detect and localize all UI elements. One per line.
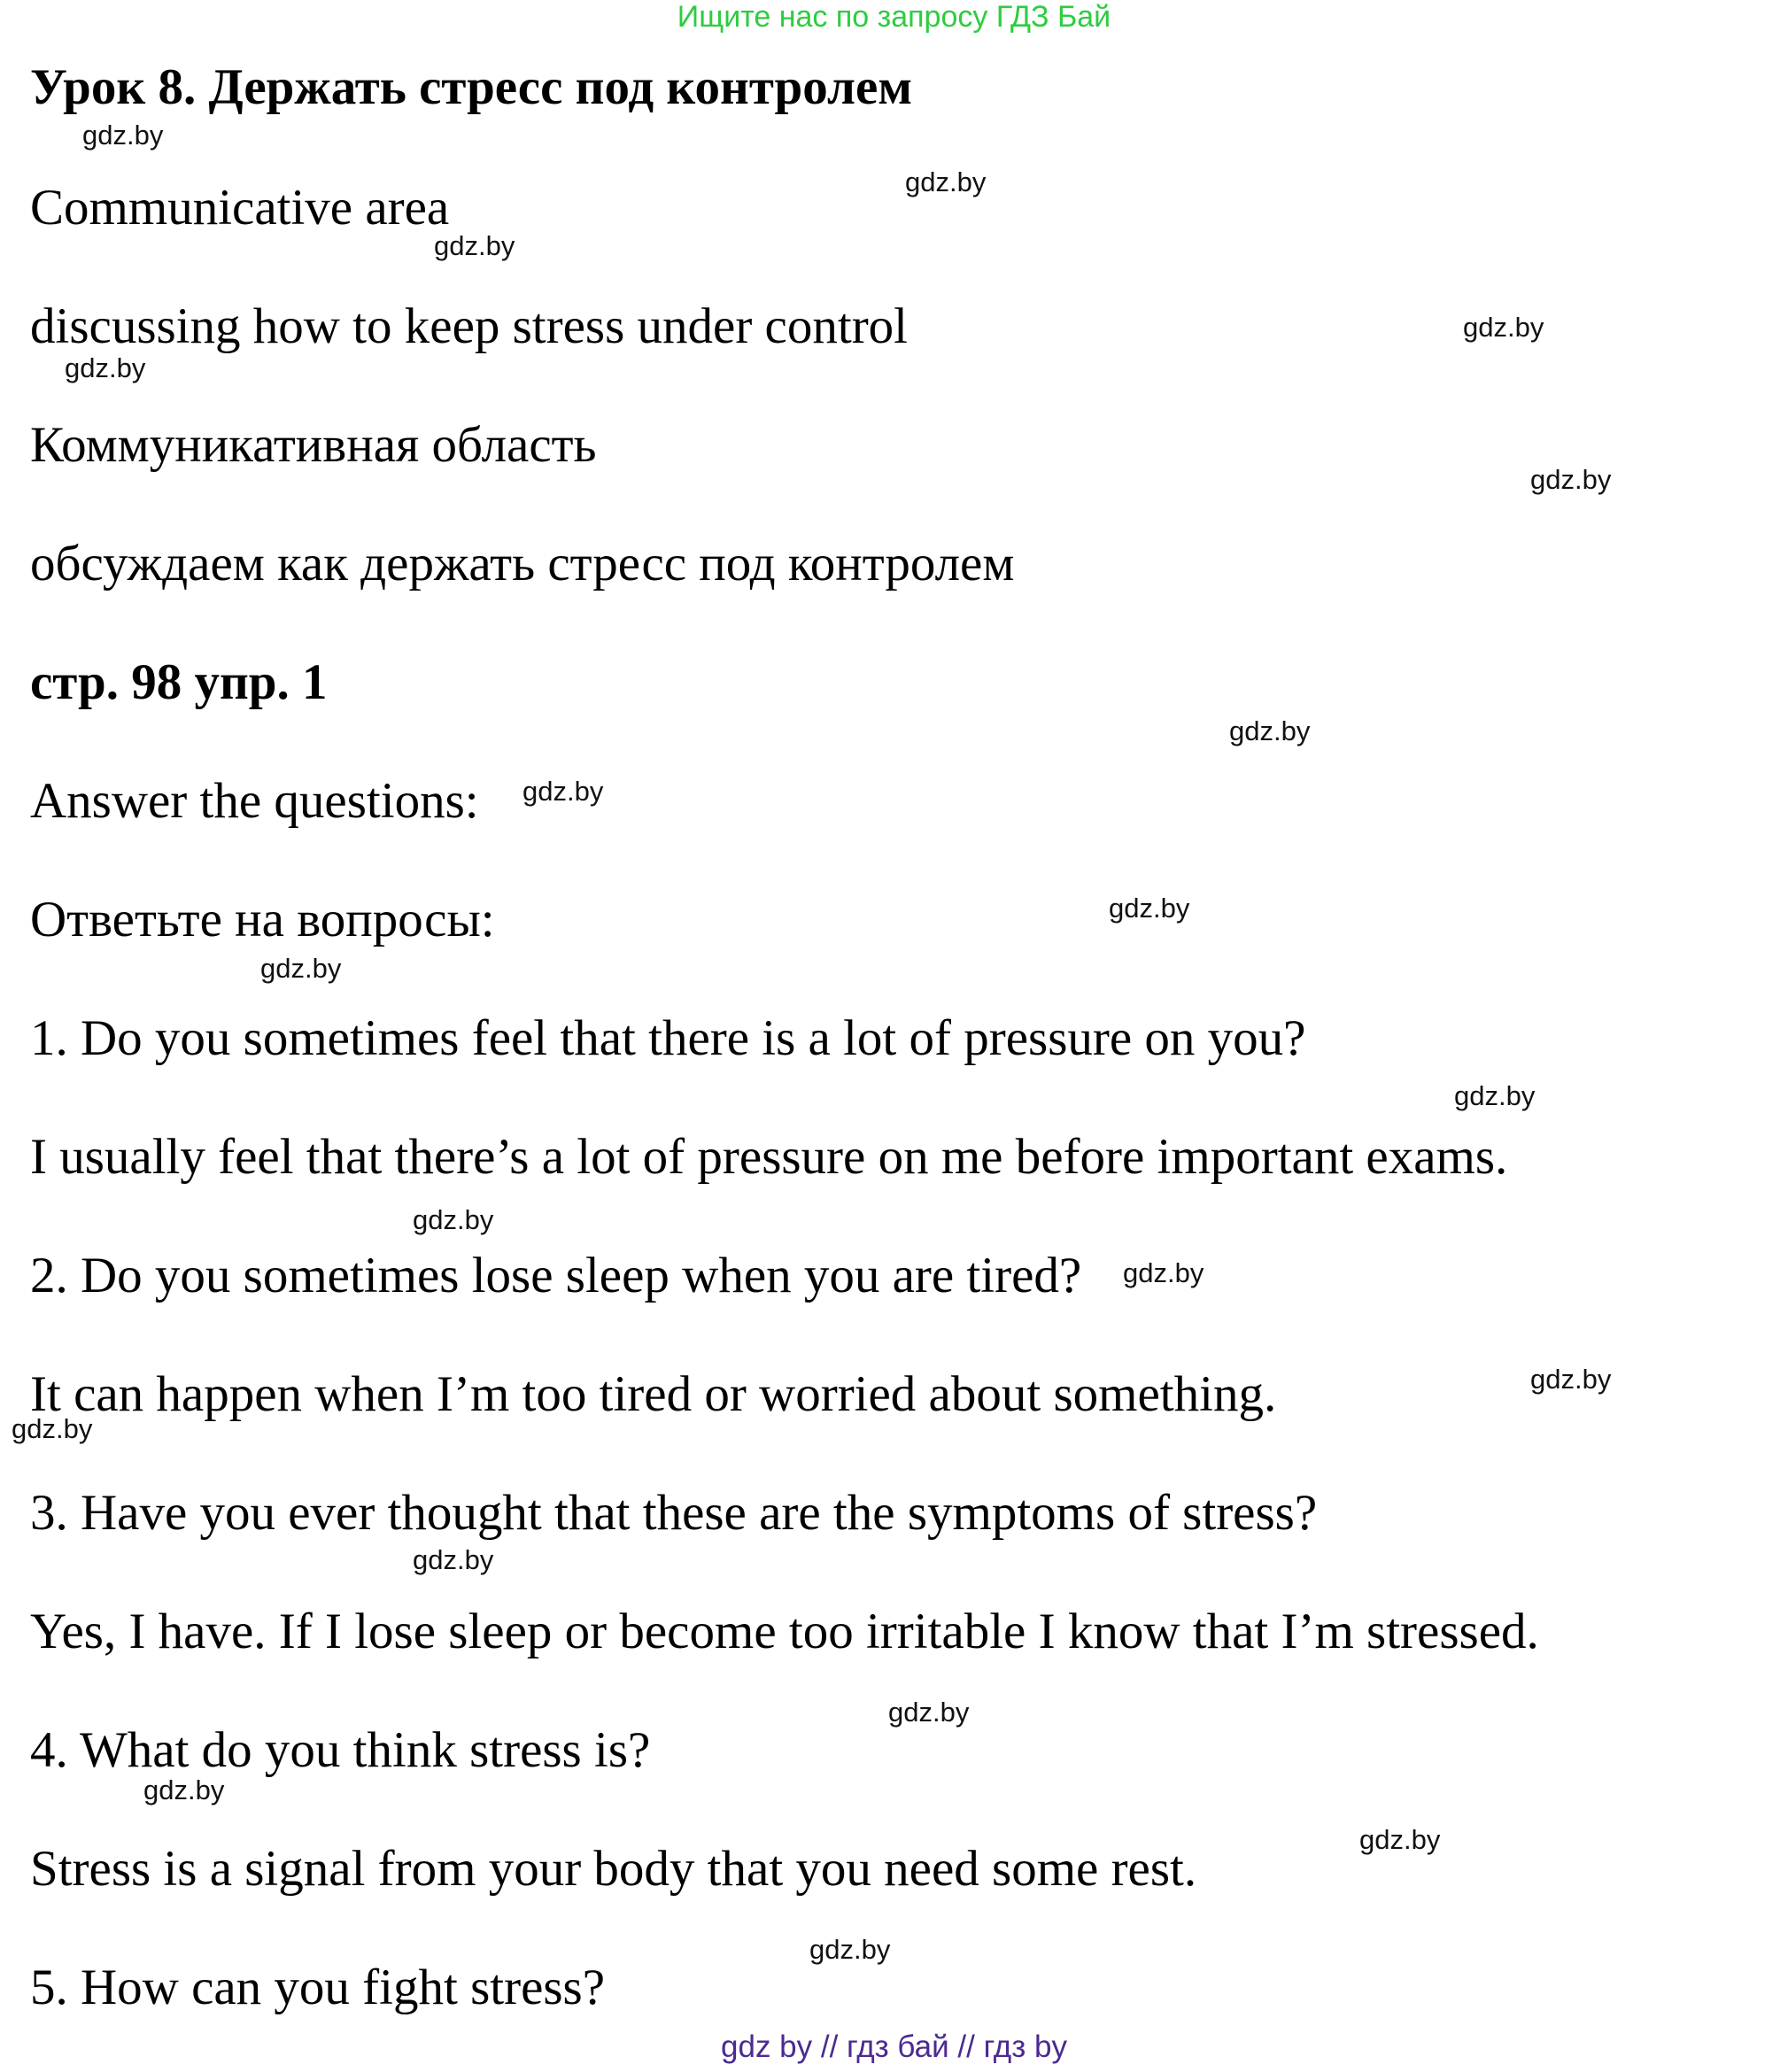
instruction-ru: Ответьте на вопросы:: [30, 892, 495, 947]
footer-links: gdz by // гдз бай // гдз by: [721, 2029, 1067, 2064]
watermark: gdz.by: [809, 1934, 891, 1965]
watermark: gdz.by: [143, 1774, 225, 1805]
question-5: 5. How can you fight stress?: [30, 1960, 606, 2015]
answer-4: Stress is a signal from your body that you need some rest.: [30, 1841, 1197, 1897]
lesson-title: Урок 8. Держать стресс под контролем: [30, 59, 913, 115]
watermark: gdz.by: [1109, 893, 1190, 924]
watermark: gdz.by: [888, 1697, 970, 1728]
watermark: gdz.by: [434, 230, 515, 261]
watermark: gdz.by: [82, 120, 164, 151]
watermark: gdz.by: [65, 352, 146, 383]
exercise-heading: стр. 98 упр. 1: [30, 654, 328, 710]
watermark: gdz.by: [1359, 1824, 1441, 1855]
answer-1: I usually feel that there’s a lot of pressure on me before important exams.: [30, 1129, 1508, 1185]
watermark: gdz.by: [1463, 312, 1544, 343]
watermark: gdz.by: [12, 1413, 93, 1444]
instruction-en: Answer the questions:: [30, 773, 479, 829]
topic-ru: обсуждаем как держать стресс под контролем: [30, 536, 1015, 591]
search-banner: Ищите нас по запросу ГДЗ Бай: [677, 0, 1111, 34]
question-1: 1. Do you sometimes feel that there is a lot of pressure on you?: [30, 1010, 1306, 1066]
watermark: gdz.by: [413, 1544, 494, 1575]
communicative-area-en: Communicative area: [30, 180, 450, 236]
communicative-area-ru: Коммуникативная область: [30, 417, 597, 473]
answer-3: Yes, I have. If I lose sleep or become too irritable I know that I’m stressed.: [30, 1604, 1539, 1659]
watermark: gdz.by: [413, 1204, 494, 1235]
answer-2: It can happen when I’m too tired or worried about something.: [30, 1366, 1277, 1422]
watermark: gdz.by: [1229, 715, 1311, 746]
watermark: gdz.by: [522, 776, 604, 807]
question-4: 4. What do you think stress is?: [30, 1722, 651, 1778]
watermark: gdz.by: [1123, 1257, 1204, 1288]
question-2: 2. Do you sometimes lose sleep when you are tired?: [30, 1248, 1082, 1303]
topic-en: discussing how to keep stress under control: [30, 298, 909, 354]
watermark: gdz.by: [1454, 1080, 1536, 1111]
question-3: 3. Have you ever thought that these are the symptoms of stress?: [30, 1485, 1318, 1541]
watermark: gdz.by: [905, 166, 987, 197]
watermark: gdz.by: [1530, 1364, 1612, 1395]
watermark: gdz.by: [260, 953, 342, 984]
watermark: gdz.by: [1530, 464, 1612, 495]
